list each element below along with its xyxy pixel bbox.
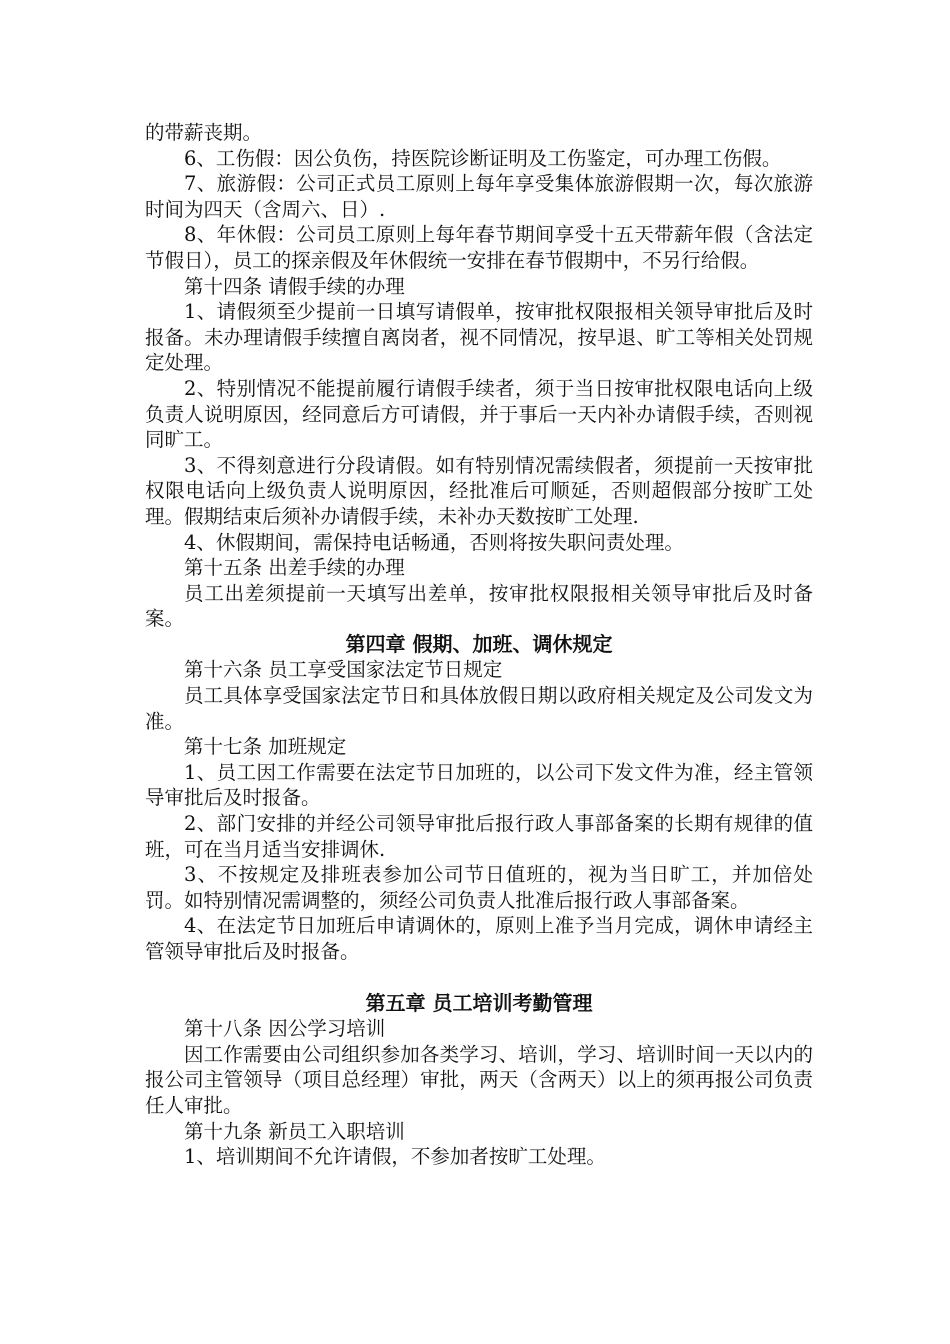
article-15-body: 员工出差须提前一天填写出差单，按审批权限报相关领导审批后及时备案。 <box>145 581 813 631</box>
paragraph-travel-leave: 7、旅游假：公司正式员工原则上每年享受集体旅游假期一次，每次旅游时间为四天（含周六、日）. <box>145 172 813 221</box>
article-14-title: 第十四条 请假手续的办理 <box>184 274 405 298</box>
article-17-item-1: 1、员工因工作需要在法定节日加班的，以公司下发文件为准，经主管领导审批后及时报备。 <box>145 760 813 810</box>
paragraph-annual-leave: 8、年休假：公司员工原则上每年春节期间享受十五天带薪年假（含法定节假日），员工的探亲假及年休假统一安排在春节假期中，不另行给假。 <box>145 223 813 272</box>
article-19-title: 第十九条 新员工入职培训 <box>184 1119 405 1143</box>
paragraph-bereavement-leave-end: 的带薪丧期。 <box>145 121 263 144</box>
article-14-item-2: 2、特别情况不能提前履行请假手续者，须于当日按审批权限电话向上级负责人说明原因，经同意后方可请假，并于事后一天内补办请假手续，否则视同旷工。 <box>145 376 813 452</box>
article-18-title: 第十八条 因公学习培训 <box>184 1017 386 1041</box>
paragraph-work-injury-leave: 6、工伤假：因公负伤，持医院诊断证明及工伤鉴定，可办理工伤假。 <box>184 146 782 170</box>
article-16-body: 员工具体享受国家法定节日和具体放假日期以政府相关规定及公司发文为准。 <box>145 684 813 733</box>
chapter-5-heading: 第五章 员工培训考勤管理 <box>365 990 593 1015</box>
article-15-title: 第十五条 出差手续的办理 <box>184 556 405 580</box>
document-page <box>145 120 813 1170</box>
article-17-item-3: 3、不按规定及排班表参加公司节日值班的，视为当日旷工，并加倍处罚。如特别情况需调整的，须经公司负责人批准后报行政人事部备案。 <box>145 863 813 912</box>
article-18-body: 因工作需要由公司组织参加各类学习、培训，学习、培训时间一天以内的报公司主管领导（项目总经理）审批，两天（含两天）以上的须再报公司负责任人审批。 <box>145 1042 813 1117</box>
article-17-item-4: 4、在法定节日加班后申请调休的，原则上准予当月完成，调休申请经主管领导审批后及时报备。 <box>145 914 813 963</box>
chapter-4-heading: 第四章 假期、加班、调休规定 <box>345 631 613 656</box>
article-16-title: 第十六条 员工享受国家法定节日规定 <box>184 658 503 682</box>
article-14-item-4: 4、休假期间，需保持电话畅通，否则将按失职问责处理。 <box>184 530 684 554</box>
article-17-item-2: 2、部门安排的并经公司领导审批后报行政人事部备案的长期有规律的值班，可在当月适当安排调休. <box>145 812 813 861</box>
article-14-item-1: 1、请假须至少提前一日填写请假单，按审批权限报相关领导审批后及时报备。未办理请假手续擅自离岗者，视不同情况，按早退、旷工等相关处罚规定处理。 <box>145 300 813 375</box>
section-spacer <box>145 965 813 991</box>
article-19-item-1: 1、培训期间不允许请假，不参加者按旷工处理。 <box>184 1145 606 1169</box>
article-17-title: 第十七条 加班规定 <box>184 735 347 759</box>
article-14-item-3: 3、不得刻意进行分段请假。如有特别情况需续假者，须提前一天按审批权限电话向上级负责人说明原因，经批准后可顺延，否则超假部分按旷工处理。假期结束后须补办请假手续，未补办天数按旷工处理. <box>145 453 813 528</box>
